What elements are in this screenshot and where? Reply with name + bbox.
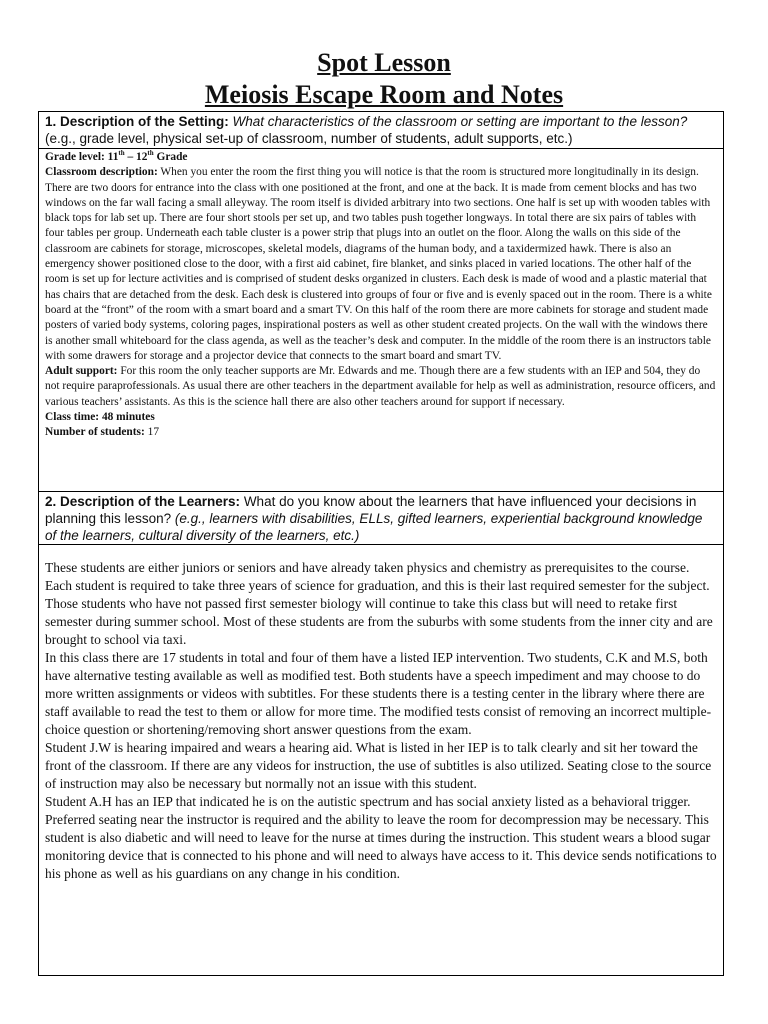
document-title: Spot Lesson — [317, 48, 451, 77]
learners-paragraph-2: In this class there are 17 students in total and four of them have a listed IEP intervention. Two students, C.K and M.S, both have alternative testing available as well as modified test. Both students have a speech impediment and may choose to do more written assignments or videos with subtitles. For these students there is a testing center in the library where there are staff available to read the test to them or allow for more time. The modified tests consist of removing an incorrect multiple-choice question or shortening/removing short answer questions from the exam. — [45, 650, 712, 737]
learners-heading — [39, 492, 723, 544]
setting-heading-question: What characteristics of the classroom or setting are important to the lesson? — [232, 114, 688, 129]
classroom-description — [45, 165, 717, 364]
learners-paragraph-4: Student A.H has an IEP that indicated he is on the autistic spectrum and has social anxiety listed as a behavioral trigger. Preferred seating near the instructor is required and the ability to leave the room for decompression may be necessary. This student is also diabetic and will need to leave for the nurse at times during the instruction. This student wears a blood sugar monitoring device that is connected to his phone and will need to always have access to it. This device sends notifications to his phone as well as his guardians on any change in his condition. — [45, 794, 717, 881]
setting-heading-bold: 1. Description of the Setting: — [45, 114, 229, 129]
class-time: Class time: 48 minutes — [45, 411, 155, 424]
classroom-description-label: Classroom description: — [45, 166, 158, 179]
learners-header-cell — [38, 491, 724, 545]
number-of-students — [45, 425, 717, 440]
learners-heading-question: What do you know about the learners that have influenced your decisions in planning this lesson? — [45, 494, 697, 526]
setting-heading-examples: (e.g., grade level, physical set-up of classroom, number of students, adult supports, etc.) — [45, 131, 573, 146]
adult-support-label: Adult support: — [45, 365, 118, 378]
setting-content-cell — [38, 148, 724, 492]
adult-support-text: For this room the only teacher supports are Mr. Edwards and me. Though there are a few students with an IEP and 504, they do not require paraprofessionals. As usual there are other teachers in the department available for help as well as administration, resource officers, and various teachers’ assistants. As this is the science hall there are also other teachers around for support if necessary. — [45, 365, 716, 408]
setting-header-cell — [38, 111, 724, 149]
learners-content-cell — [38, 544, 724, 976]
number-of-students-value: 17 — [147, 426, 160, 439]
learners-paragraph-3: Student J.W is hearing impaired and wears a hearing aid. What is listed in her IEP is to talk clearly and sit her toward the front of the classroom. If there are any videos for instruction, the use of subtitles is also utilized. Seating close to the source of instruction may also be necessary but normally not an issue with this student. — [45, 740, 712, 791]
learners-heading-examples: (e.g., learners with disabilities, ELLs, gifted learners, experiential background knowledge of the learners, cultural diversity of the learners, etc.) — [45, 511, 703, 543]
document-subtitle: Meiosis Escape Room and Notes — [204, 80, 564, 109]
learners-heading-bold: 2. Description of the Learners: — [45, 494, 241, 509]
setting-heading — [39, 112, 723, 147]
adult-support — [45, 364, 717, 410]
grade-level: Grade level: 11th – 12th Grade — [45, 149, 188, 163]
classroom-description-text: When you enter the room the first thing you will notice is that the room is structured more longitudinally in its design. There are two doors for entrance into the class with one positioned at the front, and one at the back. It is made from cement blocks and has two windows on the far wall facing a small alleyway. The room itself is divided arbitrary into two sections. One half is set up with wooden tables with black tops for lab set up. There are four short stools per set up, and two tables push together longways. In total there are six pairs of tables with four tables per group. Underneath each table cluster is a power strip that plugs into an outlet on the floor. Along the walls on this side of the classroom are cabinets for storage, microscopes, skeletal models, diagrams of the human body, and a taxidermized hawk. There is also an emergency shower positioned close to the door, with a first aid cabinet, fire blanket, and sinks placed in varied locations. The other half of the room is set up for lecture activities and is comprised of student desks organized in clusters. Each desk is made of wood and a plastic material that has chairs that are detached from the desk. Each desk is clustered into groups of four or five and is evenly spaced out in the room. There is a white board at the “front” of the room with a smart board and a smart TV. On this half of the room there are more cabinets for storage and student made posters of varied body systems, coloring pages, inspirational posters as well as other student created projects. On the wall with the windows there is another small whiteboard for the class agenda, as well as the teacher’s desk and computer. In the middle of the room there is an instructors table with some drawers for storage and a projector device that connects to the smart board and smart TV. — [45, 166, 712, 362]
learners-paragraph-1: These students are either juniors or seniors and have already taken physics and chemistry as prerequisites to the course. Each student is required to take three years of science for graduation, and this is their last required semester for the subject. Those students who have not passed first semester biology will continue to take this class but will need to retake first semester during summer school. Most of these students are from the suburbs with some students from the inner city and are brought to school via taxi. — [45, 560, 713, 647]
number-of-students-label: Number of students: — [45, 426, 145, 439]
